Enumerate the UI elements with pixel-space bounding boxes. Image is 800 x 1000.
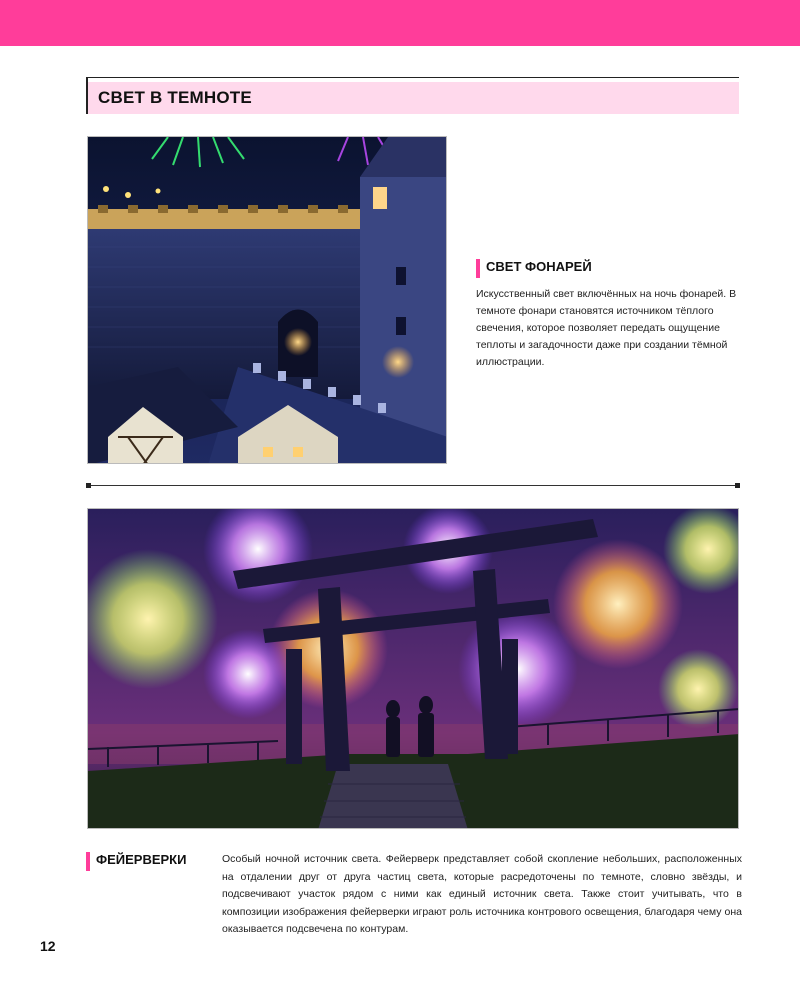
fireworks-description: Особый ночной источник света. Фейерверк представляет собой скопление небольших, расположенных на отдалении друг от друга частиц света, которые расредоточены по темноте, словно звёзды, и подсвечивают участок рядом с ними как единый источник света. Также стоит учитывать, что в композиции изображения фейерверки играют роль источника контрового освещения, благодаря чему она оказывается подсвечена по контурам. [222, 853, 742, 935]
heading-accent-bar [86, 852, 90, 871]
fireworks-torii-illustration [87, 508, 739, 829]
section-title-bar [86, 77, 739, 114]
lanterns-description: Искусственный свет включённых на ночь фонарей. В темноте фонари становятся источником тёплого свечения, которое позволяет передать ощущение теплоты и загадочности даже при создании тёмной иллюстрации. [476, 288, 737, 368]
page-number: 12 [40, 938, 56, 954]
section-divider [88, 485, 738, 486]
divider-endpoint-left [86, 483, 91, 488]
castle-lanterns-illustration [87, 136, 447, 464]
section-title: СВЕТ В ТЕМНОТЕ [98, 88, 252, 107]
fireworks-heading-text: ФЕЙЕРВЕРКИ [96, 852, 187, 867]
heading-accent-bar [476, 259, 480, 278]
lanterns-heading-text: СВЕТ ФОНАРЕЙ [486, 259, 592, 274]
divider-endpoint-right [735, 483, 740, 488]
fireworks-heading [86, 852, 186, 867]
top-color-band [0, 0, 800, 46]
lanterns-heading [476, 259, 592, 274]
